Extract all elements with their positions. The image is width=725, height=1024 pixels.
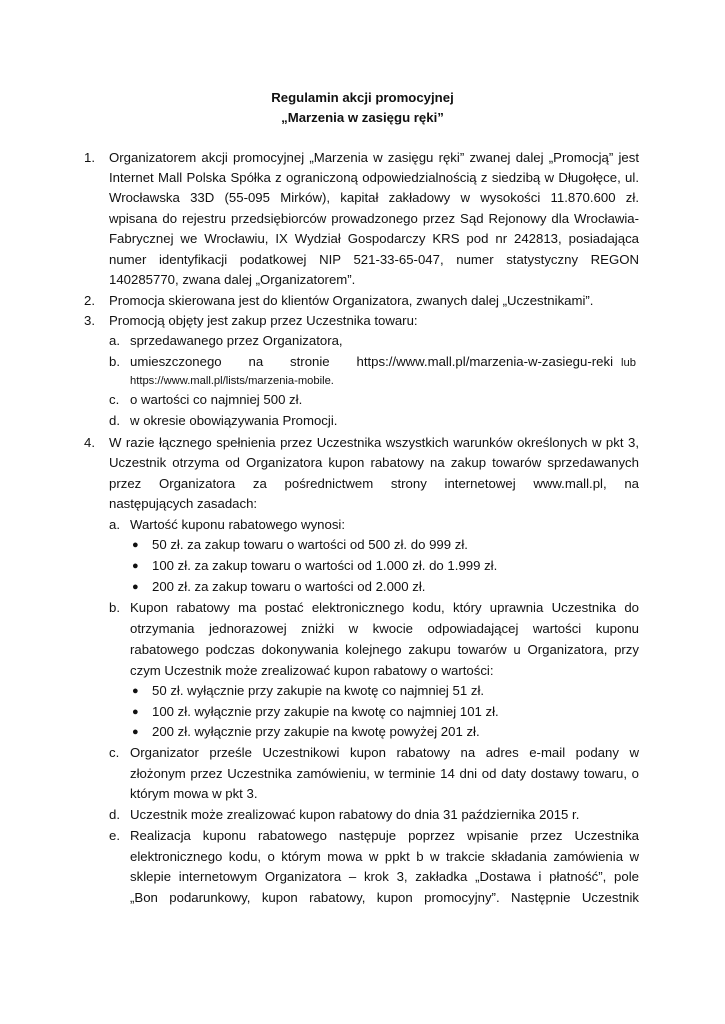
item-number: 4. [84,435,95,450]
item4-a-text: Wartość kuponu rabatowego wynosi: [130,517,346,532]
bullet-icon: ● [132,560,139,572]
item4-c-line: złożonym przez Uczestnika zamówieniu, w terminie 14 dni od daty dostawy towaru, o [130,766,639,781]
item4-e-line: sklepie internetowym Organizatora – krok 3, zakładka „Dostawa i płatność”, pole [130,869,639,884]
item4-b-bullet: 200 zł. wyłącznie przy zakupie na kwotę powyżej 201 zł. [152,724,480,739]
item4-b-bullet: 50 zł. wyłącznie przy zakupie na kwotę co najmniej 51 zł. [152,683,485,698]
bullet-icon: ● [132,685,139,697]
item4-line: W razie łącznego spełnienia przez Uczestnika wszystkich warunków określonych w pkt 3, [109,435,639,450]
item4-a-bullet: 200 zł. za zakup towaru o wartości od 2.000 zł. [152,579,426,594]
sub-letter: c. [109,745,120,760]
item4-c-line: którym mowa w pkt 3. [130,786,258,801]
item4-e-line: „Bon podarunkowy, kupon rabatowy, kupon promocyjny”. Następnie Uczestnik [130,890,639,905]
item1-line: Internet Mall Polska Spółka z ograniczoną odpowiedzialnością z siedzibą w Długołęce, ul. [109,170,639,185]
bullet-icon: ● [132,726,139,738]
item4-b-line: otrzymania jednorazowej zniżki w kwocie odpowiadającej wartości kuponu [130,621,639,636]
item-number: 3. [84,313,95,328]
item4-c-line: Organizator prześle Uczestnikowi kupon rabatowy na adres e-mail podany w [130,745,639,760]
item4-line: Uczestnik otrzyma od Organizatora kupon rabatowy na zakup towarów sprzedawanych [109,455,639,470]
item1-line: Fabrycznej we Wrocławiu, IX Wydział Gospodarczy KRS pod nr 242813, posiadająca [109,231,639,246]
item4-e-line: Realizacja kuponu rabatowego następuje poprzez wpisanie przez Uczestnika [130,828,639,843]
document-title: Regulamin akcji promocyjnej [271,90,454,105]
item4-line: następujących zasadach: [109,496,258,511]
sub-letter: b. [109,600,120,615]
item4-a-bullet: 100 zł. za zakup towaru o wartości od 1.000 zł. do 1.999 zł. [152,558,498,573]
sub-letter: d. [109,807,120,822]
item3-b-line2: https://www.mall.pl/lists/marzenia-mobile. [130,375,334,387]
item4-a-bullet: 50 zł. za zakup towaru o wartości od 500 zł. do 999 zł. [152,537,468,552]
item3-b-line1: umieszczonego na stronie https://www.mall.pl/marzenia-w-zasiegu-reki [130,354,613,369]
item3-c-text: o wartości co najmniej 500 zł. [130,392,303,407]
document-subtitle: „Marzenia w zasięgu ręki” [281,110,444,125]
sub-letter: d. [109,413,120,428]
item4-b-line: rabatowego podczas dokonywania kolejnego zakupu towarów u Organizatora, przy [130,642,639,657]
item1-line: Wrocławska 33D (55-095 Mirków), kapitał zakładowy w wysokości 11.870.600 zł. [109,190,639,205]
item3-b-lub: lub [621,357,636,369]
item3-d-text: w okresie obowiązywania Promocji. [130,413,338,428]
item4-b-line: Kupon rabatowy ma postać elektronicznego kodu, który uprawnia Uczestnika do [130,600,639,615]
item-number: 2. [84,293,95,308]
item1-line: wpisana do rejestru przedsiębiorców prowadzonego przez Sąd Rejonowy dla Wrocławia- [109,211,639,226]
item4-b-line: czym Uczestnik może zrealizować kupon rabatowy o wartości: [130,663,494,678]
bullet-icon: ● [132,539,139,551]
item4-b-bullet: 100 zł. wyłącznie przy zakupie na kwotę co najmniej 101 zł. [152,704,499,719]
bullet-icon: ● [132,706,139,718]
item2-text: Promocja skierowana jest do klientów Organizatora, zwanych dalej „Uczestnikami”. [109,293,594,308]
item1-line: 140285770, zwana dalej „Organizatorem”. [109,272,356,287]
sub-letter: a. [109,517,120,532]
sub-letter: e. [109,828,120,843]
item3-text: Promocją objęty jest zakup przez Uczestnika towaru: [109,313,418,328]
item4-line: przez Organizatora za pośrednictwem strony internetowej www.mall.pl, na [109,476,639,491]
item4-d-text: Uczestnik może zrealizować kupon rabatowy do dnia 31 października 2015 r. [130,807,580,822]
item3-a-text: sprzedawanego przez Organizatora, [130,333,343,348]
item1-line: Organizatorem akcji promocyjnej „Marzenia w zasięgu ręki” zwanej dalej „Promocją” jest [109,150,639,165]
sub-letter: b. [109,354,120,369]
bullet-icon: ● [132,581,139,593]
sub-letter: c. [109,392,120,407]
sub-letter: a. [109,333,120,348]
item4-e-line: elektronicznego kodu, o którym mowa w ppkt b w trakcie składania zamówienia w [130,849,639,864]
item1-line: numer identyfikacji podatkowej NIP 521-33-65-047, numer statystyczny REGON [109,252,639,267]
item-number: 1. [84,150,95,165]
